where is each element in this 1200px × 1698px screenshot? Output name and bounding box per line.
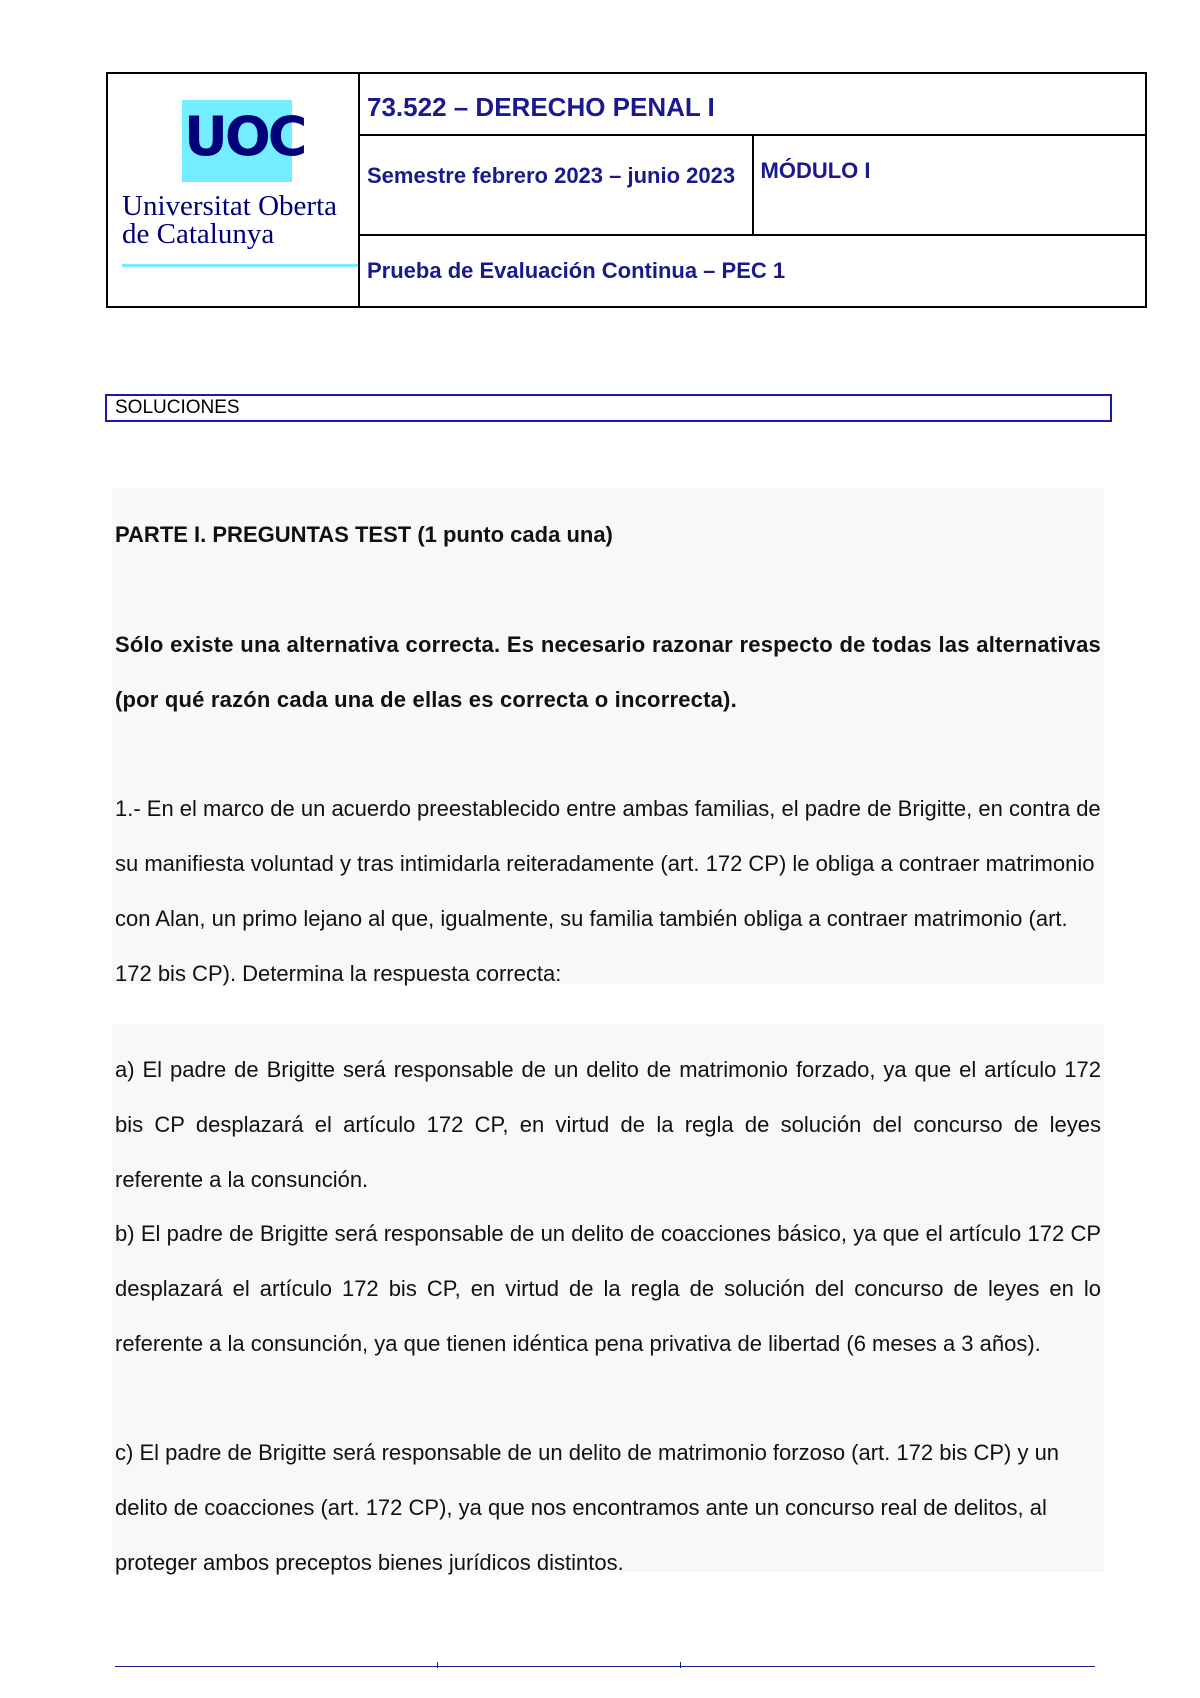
course-title-cell (359, 73, 1146, 135)
footer-rule (115, 1666, 1095, 1667)
logo-university-name (122, 192, 358, 248)
logo-letters: UOC (184, 105, 305, 168)
logo-cell (107, 73, 359, 307)
semester-cell (359, 135, 753, 235)
footer-tick (437, 1662, 438, 1668)
assessment-cell (359, 235, 1146, 307)
assessment-title: Prueba de Evaluación Continua – PEC 1 (367, 258, 786, 283)
answer-b: b) El padre de Brigitte será responsable de un delito de coacciones básico, ya que el artículo 172 CP desplazará el artículo 172 bis CP, en virtud de la regla de solución del concurso de leyes en lo referente a la consunción, ya que tienen idéntica pena privativa de libertad (6 meses a 3 años). (115, 1221, 1101, 1356)
logo-name-line-1: Universitat Oberta (122, 190, 338, 222)
instructions: Sólo existe una alternativa correcta. Es necesario razonar respecto de todas las alternativas (por qué razón cada una de ellas es correcta o incorrecta). (115, 632, 1101, 712)
header-table (106, 72, 1147, 308)
solutions-box: SOLUCIONES (105, 394, 1112, 422)
answer-c: c) El padre de Brigitte será responsable de un delito de matrimonio forzoso (art. 172 bis CP) y un delito de coacciones (art. 172 CP), ya que nos encontramos ante un concurso real de delitos, al proteger ambos preceptos bienes jurídicos distintos. (115, 1440, 1060, 1575)
logo-name-line-2: de Catalunya (122, 218, 275, 250)
logo-rule (122, 264, 358, 267)
answer-a: a) El padre de Brigitte será responsable de un delito de matrimonio forzado, ya que el artículo 172 bis CP desplazará el artículo 172 CP, en virtud de la regla de solución del concurso de leyes referente a la consunción. (115, 1057, 1101, 1192)
question-1: 1.- En el marco de un acuerdo preestablecido entre ambas familias, el padre de Brigitte, en contra de su manifiesta voluntad y tras intimidarla reiteradamente (art. 172 CP) le obliga a contraer matrimonio con Alan, un primo lejano al que, igualmente, su familia también obliga a contraer matrimonio (art. 172 bis CP). Determina la respuesta correcta: (115, 796, 1101, 986)
course-title: 73.522 – DERECHO PENAL I (367, 92, 715, 122)
footer-tick (680, 1662, 681, 1668)
module: MÓDULO I (760, 158, 871, 183)
part-title: PARTE I. PREGUNTAS TEST (1 punto cada una) (115, 522, 613, 547)
semester: Semestre febrero 2023 – junio 2023 (367, 163, 736, 188)
module-cell (753, 135, 1147, 235)
